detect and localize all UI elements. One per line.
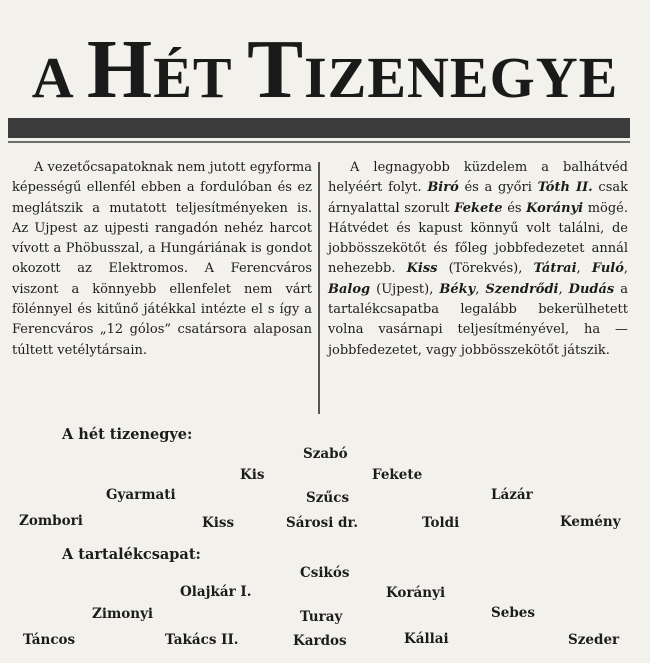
player-name-italic: Kiss <box>406 261 438 277</box>
reserve-half-left: Sebes <box>491 605 535 621</box>
title-part-0: A <box>31 45 87 110</box>
eleven-label: A hét tizenegye: <box>62 426 193 443</box>
eleven-forward-2: Kiss <box>202 515 235 531</box>
reserve-forward-4: Kállai <box>404 631 449 647</box>
eleven-forward-1: Zombori <box>19 513 83 529</box>
reserve-goalkeeper: Csikós <box>300 565 350 581</box>
reserve-forward-3: Kardos <box>293 633 347 649</box>
reserve-back-right: Olajkár I. <box>180 584 252 600</box>
title-part-4: IZENEGYE <box>304 45 619 110</box>
text-run: és a győri <box>458 180 538 196</box>
eleven-half-center: Szűcs <box>306 490 350 506</box>
player-name-italic: Dudás <box>568 281 615 297</box>
eleven-forward-4: Toldi <box>422 515 460 531</box>
player-name-italic: Balog <box>328 281 371 297</box>
eleven-back-right: Kis <box>240 467 265 483</box>
eleven-half-right: Gyarmati <box>106 487 176 503</box>
eleven-goalkeeper: Szabó <box>303 446 348 462</box>
page-title <box>0 22 650 118</box>
player-name-italic: Fuló <box>591 261 624 277</box>
article-paragraph-left: A vezetőcsapatoknak nem jutott egyforma képességű ellenfél ebben a fordulóban és ez meglátszik a mutatott teljesítményeken is. Az Ujpest az ujpesti rangadón nehéz harcot vívott a Phöbusszal, a Hungáriának is gondot okozott az Elektromos. A Ferencváros viszont a könnyebb ellenfelet nem várt fölénnyel és kitűnő játékkal intézte el s így a Ferencváros „12 gólos” csatársora alaposan túltett vetélytársain. <box>12 160 312 358</box>
article-paragraph-right <box>328 158 628 361</box>
text-run: csak árnyalattal szorult <box>328 180 628 216</box>
article-column-left <box>12 158 312 418</box>
text-run: , <box>576 261 592 277</box>
text-run: és <box>502 200 527 216</box>
text-run: (Törekvés), <box>437 261 534 277</box>
title-part-1: H <box>86 23 154 116</box>
player-name-italic: Béky <box>439 281 476 297</box>
reserve-forward-5: Szeder <box>568 632 620 648</box>
text-run: (Ujpest), <box>370 281 440 297</box>
eleven-half-left: Lázár <box>491 487 533 503</box>
player-name-italic: Korányi <box>526 200 584 216</box>
eleven-back-left: Fekete <box>372 467 423 483</box>
title-rule <box>8 118 630 138</box>
text-run: , <box>558 281 569 297</box>
player-name-italic: Szendrődi <box>485 281 559 297</box>
text-run: mögé. Hátvédet és kapust könnyű volt találni, de jobbösszekötőt és főleg jobbfedezetet annál nehezebb. <box>328 200 628 277</box>
text-run: A legnagyobb küzdelem a balhátvéd helyéért folyt. <box>328 160 628 196</box>
column-divider <box>318 162 320 414</box>
article-column-right <box>328 158 628 418</box>
reserve-back-left: Korányi <box>386 585 446 601</box>
player-name-italic: Biró <box>427 180 459 196</box>
player-name-italic: Tátrai <box>533 261 577 277</box>
eleven-forward-5: Kemény <box>560 514 621 530</box>
player-name-italic: Fekete <box>454 200 503 216</box>
reserve-label: A tartalékcsapat: <box>62 546 201 563</box>
text-run: , <box>623 261 629 277</box>
title-part-3: T <box>247 23 305 116</box>
title-part-2: ÉT <box>153 45 248 110</box>
title-rule-thin <box>8 141 630 143</box>
text-run: , <box>475 281 486 297</box>
text-run: a tartalékcsapatba legalább bekerülhetett volna vasárnapi teljesítményével, ha — jobbfedezetet, vagy jobbösszekötőt játszik. <box>328 281 629 358</box>
reserve-half-center: Turay <box>300 609 343 625</box>
reserve-forward-2: Takács II. <box>165 632 239 648</box>
eleven-forward-3: Sárosi dr. <box>286 515 359 531</box>
player-name-italic: Tóth II. <box>537 180 593 196</box>
reserve-half-right: Zimonyi <box>92 606 154 622</box>
reserve-forward-1: Táncos <box>23 632 76 648</box>
